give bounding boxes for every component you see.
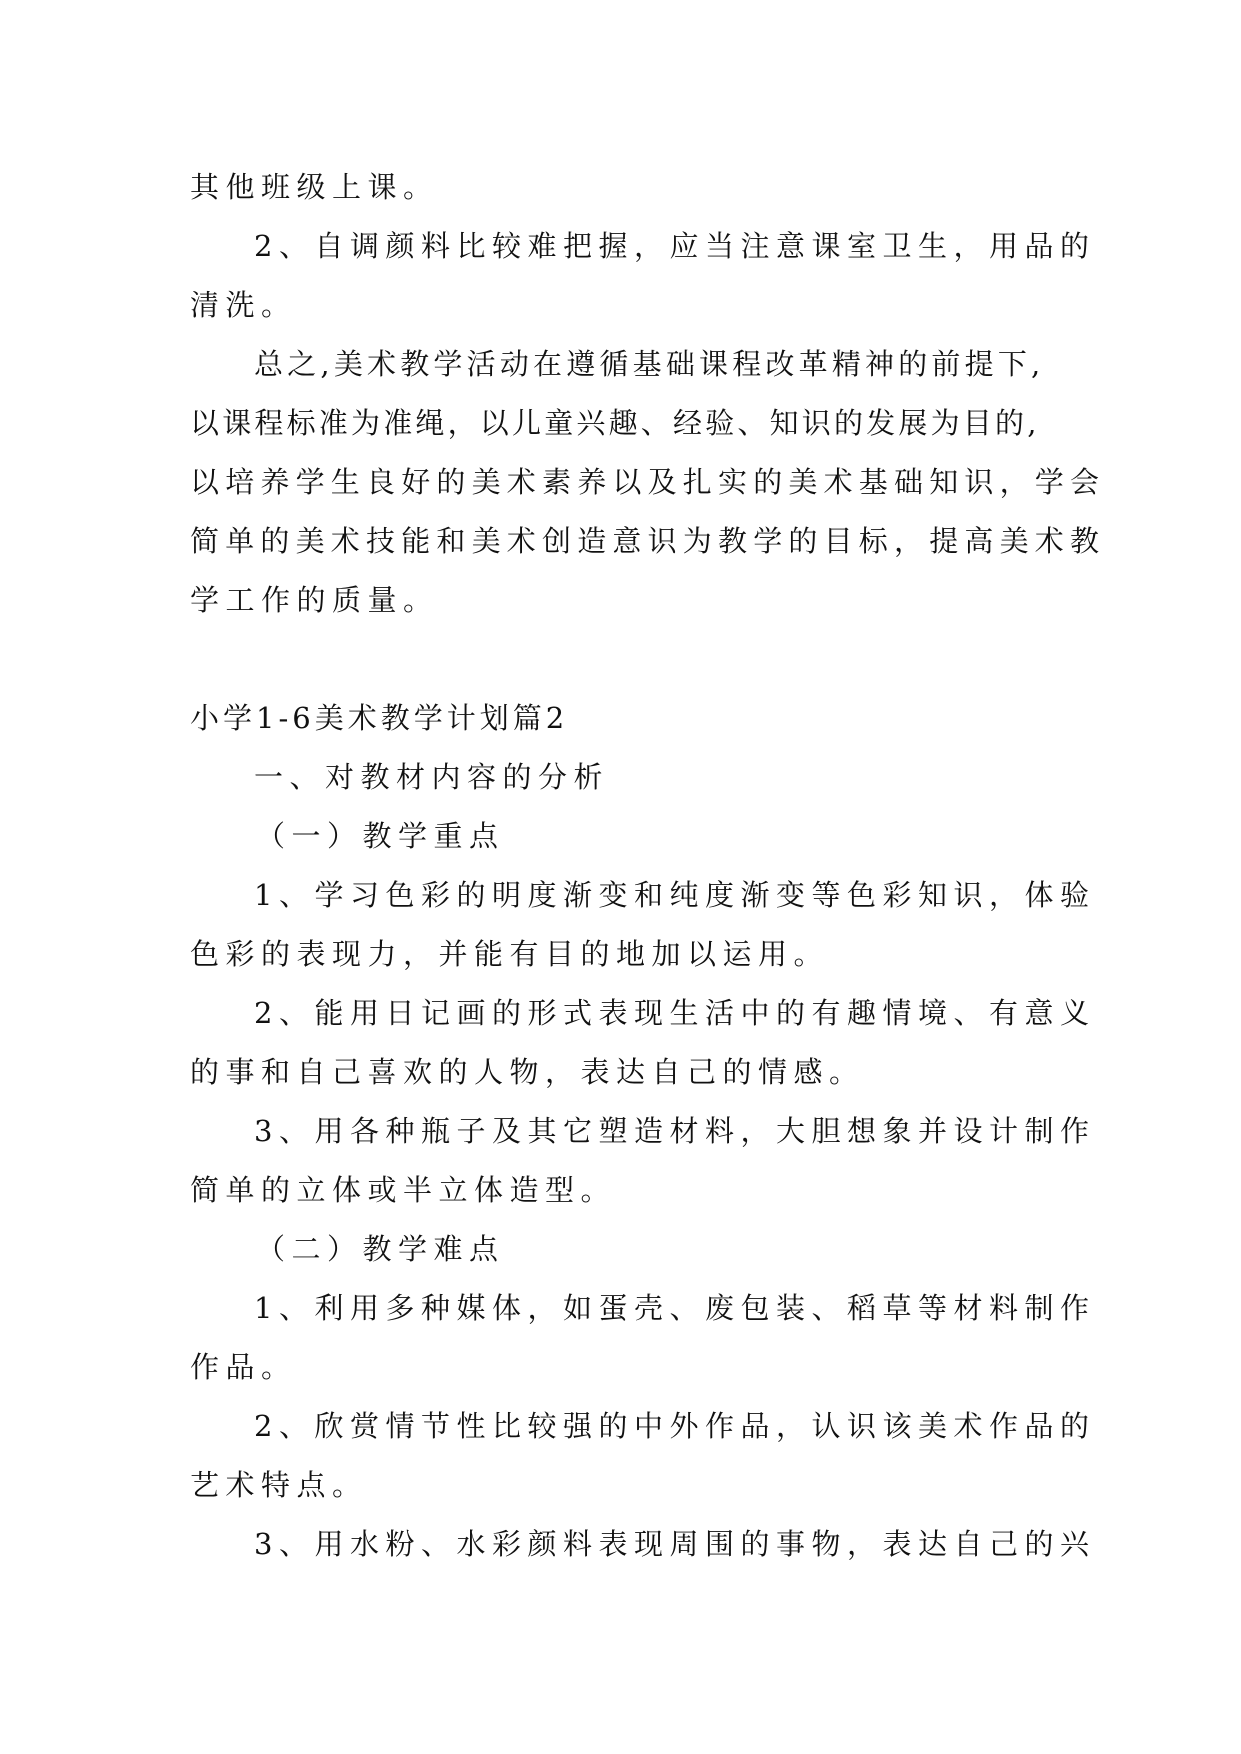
heading-line: 一、对教材内容的分析 xyxy=(254,760,610,794)
paragraph-line: 的事和自己喜欢的人物，表达自己的情感。 xyxy=(190,1055,865,1089)
paragraph-line: 学工作的质量。 xyxy=(190,583,439,617)
paragraph-line: 1、利用多种媒体，如蛋壳、废包装、稻草等材料制作 xyxy=(254,1291,1096,1325)
paragraph-line: 2、自调颜料比较难把握，应当注意课室卫生，用品的 xyxy=(254,229,1096,263)
subheading-line: （二）教学难点 xyxy=(256,1232,505,1266)
paragraph-line: 3、用水粉、水彩颜料表现周围的事物，表达自己的兴 xyxy=(254,1527,1096,1561)
paragraph-line: 以课程标准为准绳，以儿童兴趣、经验、知识的发展为目的, xyxy=(190,406,1040,440)
paragraph-line: 3、用各种瓶子及其它塑造材料，大胆想象并设计制作 xyxy=(254,1114,1096,1148)
paragraph-line: 作品。 xyxy=(190,1350,297,1384)
paragraph-line: 色彩的表现力，并能有目的地加以运用。 xyxy=(190,937,830,971)
paragraph-line: 简单的立体或半立体造型。 xyxy=(190,1173,617,1207)
paragraph-line: 2、能用日记画的形式表现生活中的有趣情境、有意义 xyxy=(254,996,1096,1030)
paragraph-line: 艺术特点。 xyxy=(190,1468,368,1502)
paragraph-line: 清洗。 xyxy=(190,288,297,322)
paragraph-line: 简单的美术技能和美术创造意识为教学的目标，提高美术教 xyxy=(190,524,1106,558)
paragraph-line: 以培养学生良好的美术素养以及扎实的美术基础知识，学会 xyxy=(190,465,1106,499)
paragraph-line: 1、学习色彩的明度渐变和纯度渐变等色彩知识，体验 xyxy=(254,878,1096,912)
section-title: 小学1-6美术教学计划篇2 xyxy=(190,701,569,735)
paragraph-line: 2、欣赏情节性比较强的中外作品，认识该美术作品的 xyxy=(254,1409,1096,1443)
subheading-line: （一）教学重点 xyxy=(256,819,505,853)
paragraph-line: 其他班级上课。 xyxy=(190,170,439,204)
paragraph-line: 总之,美术教学活动在遵循基础课程改革精神的前提下, xyxy=(254,347,1045,381)
